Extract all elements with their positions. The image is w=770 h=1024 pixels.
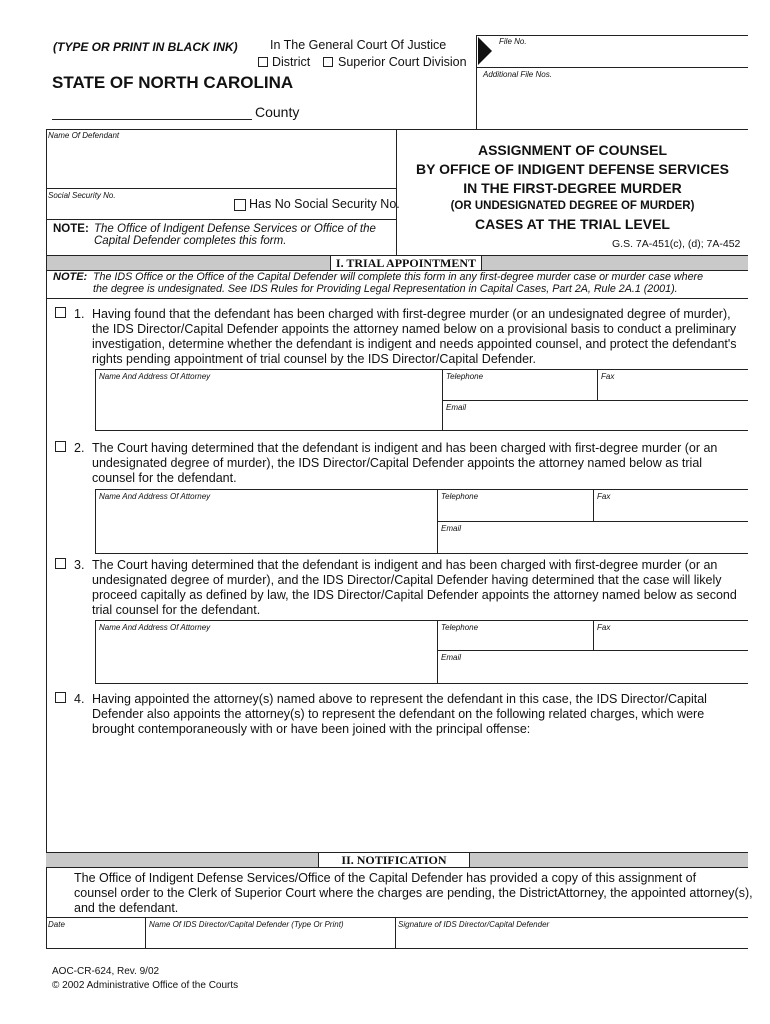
county-line[interactable] [52,119,252,120]
arrow-marker-icon [478,37,492,65]
item4-checkbox[interactable] [55,692,66,703]
item4-line1: Having appointed the attorney(s) named above to represent the defendant in this case, the IDS Director/Capital [92,692,707,706]
section1-note-line1: The IDS Office or the Office of the Capital Defender will complete this form in any first-degree murder case or murder case where [93,271,704,283]
form-title-line2: BY OFFICE OF INDIGENT DEFENSE SERVICES [416,161,729,177]
item3-line4: trial counsel for the defendant. [92,603,261,617]
form-number: AOC-CR-624, Rev. 9/02 [52,966,160,977]
item1-line1: Having found that the defendant has been charged with first-degree murder (or an undesignated degree of murder), [92,307,731,321]
item4-number: 4. [74,692,85,706]
no-ssn-checkbox[interactable] [234,199,246,211]
item3-attorney-label: Name And Address Of Attorney [99,623,211,632]
item4-line3: brought contemporaneously with or have been joined with the principal offense: [92,722,531,736]
section1-note-line2: the degree is undesignated. See IDS Rules for Providing Legal Representation in Capital Cases, Part 2A, Rule 2A.1 (2001). [93,283,678,295]
section1-note-label: NOTE: [53,271,88,283]
item3-line3: proceed capitally as defined by law, the IDS Director/Capital Defender appoints the attorney named below as second [92,588,737,602]
item1-line3: investigation, determine whether the defendant is indigent and needs appointed counsel, and protect the defendant's [92,337,737,351]
defendant-name-field[interactable] [46,188,396,189]
file-no-field[interactable] [476,67,748,68]
item3-attorney-field[interactable] [96,633,436,682]
form-title-line5: CASES AT THE TRIAL LEVEL [475,216,670,232]
item3-checkbox[interactable] [55,558,66,569]
item1-fax-label: Fax [601,372,615,381]
defendant-note-label: NOTE: [53,223,89,235]
defendant-note-line1: The Office of Indigent Defense Services or Office of the [94,223,376,235]
notification-line1: The Office of Indigent Defense Services/Office of the Capital Defender has provided a copy of this assignment of [74,871,697,885]
form-title-line3: IN THE FIRST-DEGREE MURDER [463,180,682,196]
item1-line4: rights pending appointment of trial counsel by the IDS Director/Capital Defender. [92,352,536,366]
section1-heading: I. TRIAL APPOINTMENT [330,256,482,270]
ssn-label: Social Security No. [48,191,116,200]
item2-number: 2. [74,441,85,455]
defendant-name-label: Name Of Defendant [48,131,120,140]
director-name-field[interactable] [146,930,394,947]
defendant-note-line2: Capital Defender completes this form. [94,235,287,247]
ssn-field[interactable] [46,219,396,220]
item3-email-label: Email [441,653,462,662]
item2-attorney-label: Name And Address Of Attorney [99,492,211,501]
item1-checkbox[interactable] [55,307,66,318]
director-name-label: Name Of IDS Director/Capital Defender (Type Or Print) [149,920,344,929]
item3-telephone-label: Telephone [441,623,479,632]
form-title-line4: (OR UNDESIGNATED DEGREE OF MURDER) [450,200,695,212]
item2-checkbox[interactable] [55,441,66,452]
item4-line2: Defender also appoints the attorney(s) to represent the defendant on the following related charges, which were [92,707,705,721]
item1-number: 1. [74,307,85,321]
item1-line2: the IDS Director/Capital Defender appoints the attorney named below on a provisional basis to conduct a preliminary [92,322,737,336]
related-charges-field[interactable] [92,740,742,845]
notification-line3: and the defendant. [74,901,179,915]
copyright: © 2002 Administrative Office of the Courts [52,980,239,991]
item3-number: 3. [74,558,85,572]
item1-telephone-label: Telephone [446,372,484,381]
no-ssn-label: Has No Social Security No. [249,197,400,211]
item2-line1: The Court having determined that the defendant is indigent and has been charged with first-degree murder (or an [92,441,718,455]
item3-fax-label: Fax [597,623,611,632]
item2-line3: counsel for the defendant. [92,471,237,485]
item2-email-label: Email [441,524,462,533]
section2-heading: II. NOTIFICATION [318,853,470,867]
county-label: County [255,104,300,120]
item1-attorney-field[interactable] [96,382,441,429]
file-no-label: File No. [499,37,527,46]
court-line: In The General Court Of Justice [270,38,447,52]
date-field[interactable] [47,930,144,947]
notification-line2: counsel order to the Clerk of Superior Court where the charges are pending, the DistrictAttorney, the appointed attorney(s), [74,886,753,900]
additional-file-label: Additional File Nos. [483,70,552,79]
district-checkbox[interactable] [258,57,268,67]
item2-line2: undesignated degree of murder), the IDS Director/Capital Defender appoints the attorney named below as trial [92,456,703,470]
item1-attorney-label: Name And Address Of Attorney [99,372,211,381]
type-or-print-instruction: (TYPE OR PRINT IN BLACK INK) [53,40,238,54]
section1-bar [46,255,748,271]
item2-fax-label: Fax [597,492,611,501]
form-title-line1: ASSIGNMENT OF COUNSEL [477,142,667,158]
statute-reference: G.S. 7A-451(c), (d); 7A-452 [612,238,741,250]
state-title: STATE OF NORTH CAROLINA [52,73,294,92]
item2-telephone-label: Telephone [441,492,479,501]
item3-line1: The Court having determined that the defendant is indigent and has been charged with first-degree murder (or an [92,558,718,572]
section2-bar [46,852,748,868]
item3-line2: undesignated degree of murder), and the IDS Director/Capital Defender having determined that the case will likely [92,573,722,587]
item1-email-label: Email [446,403,467,412]
signature-label: Signature of IDS Director/Capital Defender [398,920,550,929]
district-label: District [272,55,311,69]
superior-court-label: Superior Court Division [338,55,467,69]
date-label: Date [48,920,65,929]
superior-court-checkbox[interactable] [323,57,333,67]
item2-attorney-field[interactable] [96,502,436,552]
signature-field[interactable] [396,930,747,947]
